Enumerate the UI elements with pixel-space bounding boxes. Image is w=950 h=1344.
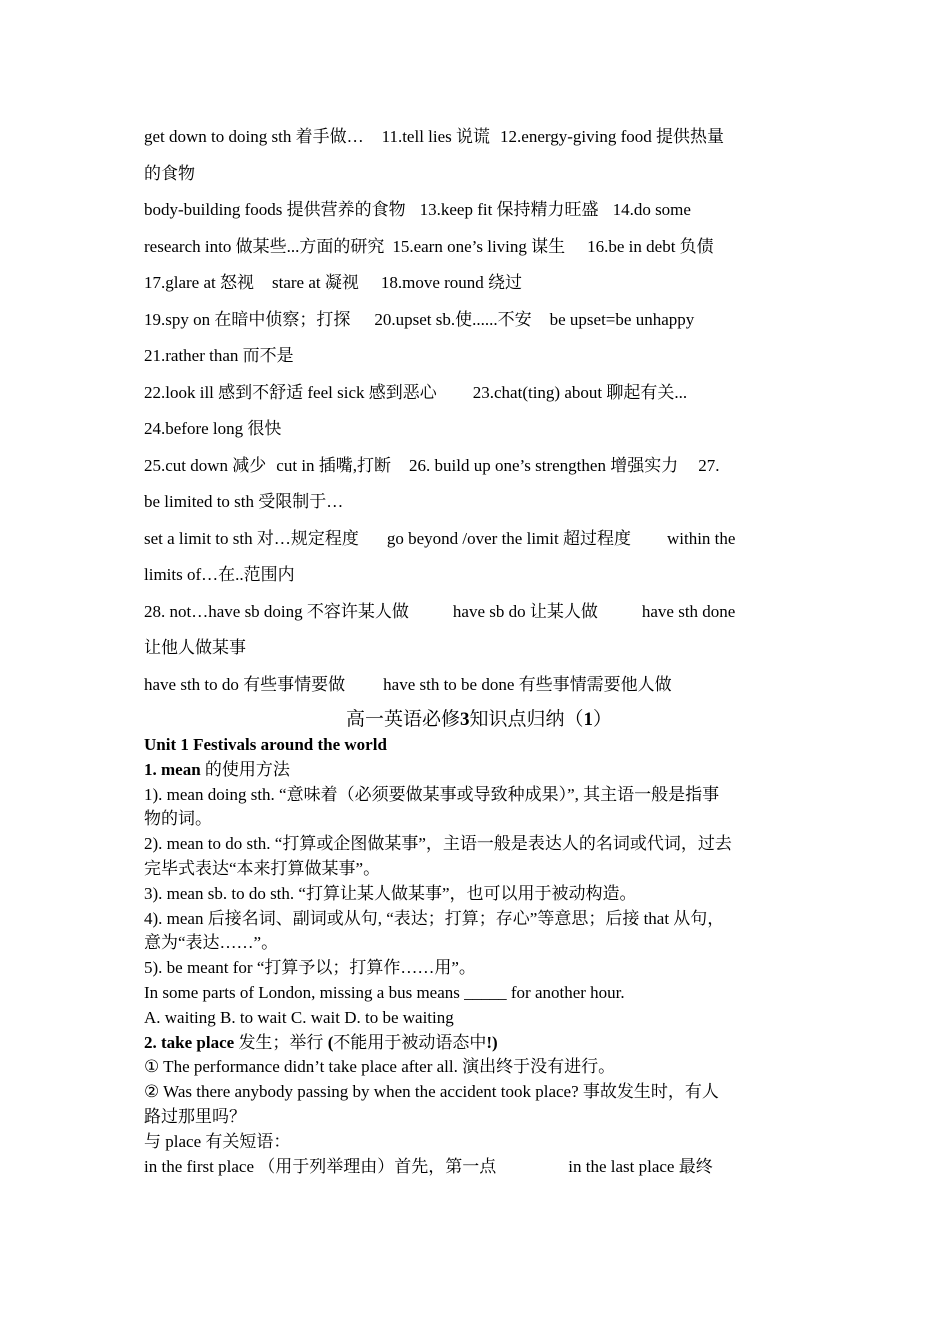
note-line: in the first place （用于列举理由）首先，第一点 in the last place 最终 xyxy=(144,1156,713,1176)
note-line: 4). mean 后接名词、副词或从句, “表达；打算；存心”等意思；后接 that 从句， xyxy=(144,908,725,928)
note-line: 物的词。 xyxy=(144,809,212,829)
vocab-line: 25.cut down 减少 cut in 插嘴,打断 26. build up one’s strengthen 增强实力 27. xyxy=(144,455,720,475)
note-line: 5). be meant for “打算予以；打算作……用”。 xyxy=(144,958,476,978)
vocab-line: body-building foods 提供营养的食物 13.keep fit 保持精力旺盛 14.do some xyxy=(144,200,691,219)
vocab-line: have sth to do 有些事情要做 have sth to be done 有些事情需要他人做 xyxy=(144,674,672,694)
note-line: 路过那里吗？ xyxy=(144,1106,246,1126)
note-line: ② Was there anybody passing by when the accident took place? 事故发生时，有人 xyxy=(144,1082,719,1102)
unit-heading: Unit 1 Festivals around the world xyxy=(144,735,387,754)
example-options: A. waiting B. to wait C. wait D. to be waiting xyxy=(144,1007,454,1027)
note-line: ① The performance didn’t take place after all. 演出终于没有进行。 xyxy=(144,1057,616,1077)
vocab-line: 让他人做某事 xyxy=(144,638,246,657)
vocab-line: be limited to sth 受限制于… xyxy=(144,492,344,511)
vocab-line: limits of…在..范围内 xyxy=(144,565,295,584)
vocabulary-list xyxy=(144,122,814,706)
note-line: 与 place 有关短语： xyxy=(144,1131,291,1151)
vocab-line: 24.before long 很快 xyxy=(144,419,282,438)
point-heading: 1. mean 的使用方法 xyxy=(144,759,290,779)
note-line: 3). mean sb. to do sth. “打算让某人做某事”，也可以用于被动构造。 xyxy=(144,883,637,903)
vocab-line: research into 做某些...方面的研究 15.earn one’s living 谋生 16.be in debt 负债 xyxy=(144,236,714,256)
note-line: 完毕式表达“本来打算做某事”。 xyxy=(144,858,381,878)
knowledge-notes xyxy=(144,707,814,1179)
note-line: 1). mean doing sth. “意味着（必须要做某事或导致种成果）”, 其主语一般是指事 xyxy=(144,784,720,804)
vocab-line: 的食物 xyxy=(144,163,195,183)
note-line: 2). mean to do sth. “打算或企图做某事”，主语一般是表达人的名词或代词，过去 xyxy=(144,834,732,854)
section-title: 高一英语必修3知识点归纳（1） xyxy=(345,709,613,730)
point-heading: 2. take place 发生；举行 (不能用于被动语态中!) xyxy=(144,1032,498,1052)
vocab-line: 17.glare at 怒视 stare at 凝视 18.move round 绕过 xyxy=(144,273,523,292)
vocab-line: get down to doing sth 着手做… 11.tell lies 说谎 12.energy-giving food 提供热量 xyxy=(144,127,725,146)
vocab-line: 19.spy on 在暗中侦察；打探 20.upset sb.使......不安 be upset=be unhappy xyxy=(144,309,695,329)
example-sentence: In some parts of London, missing a bus means _____ for another hour. xyxy=(144,982,625,1002)
vocab-line: 22.look ill 感到不舒适 feel sick 感到恶心 23.chat(ting) about 聊起有关... xyxy=(144,382,688,402)
vocab-line: 21.rather than 而不是 xyxy=(144,346,294,365)
vocab-line: 28. not…have sb doing 不容许某人做 have sb do 让某人做 have sth done xyxy=(144,601,736,621)
vocab-line: set a limit to sth 对…规定程度 go beyond /over the limit 超过程度 within the xyxy=(144,528,736,548)
note-line: 意为“表达……”。 xyxy=(144,933,279,953)
